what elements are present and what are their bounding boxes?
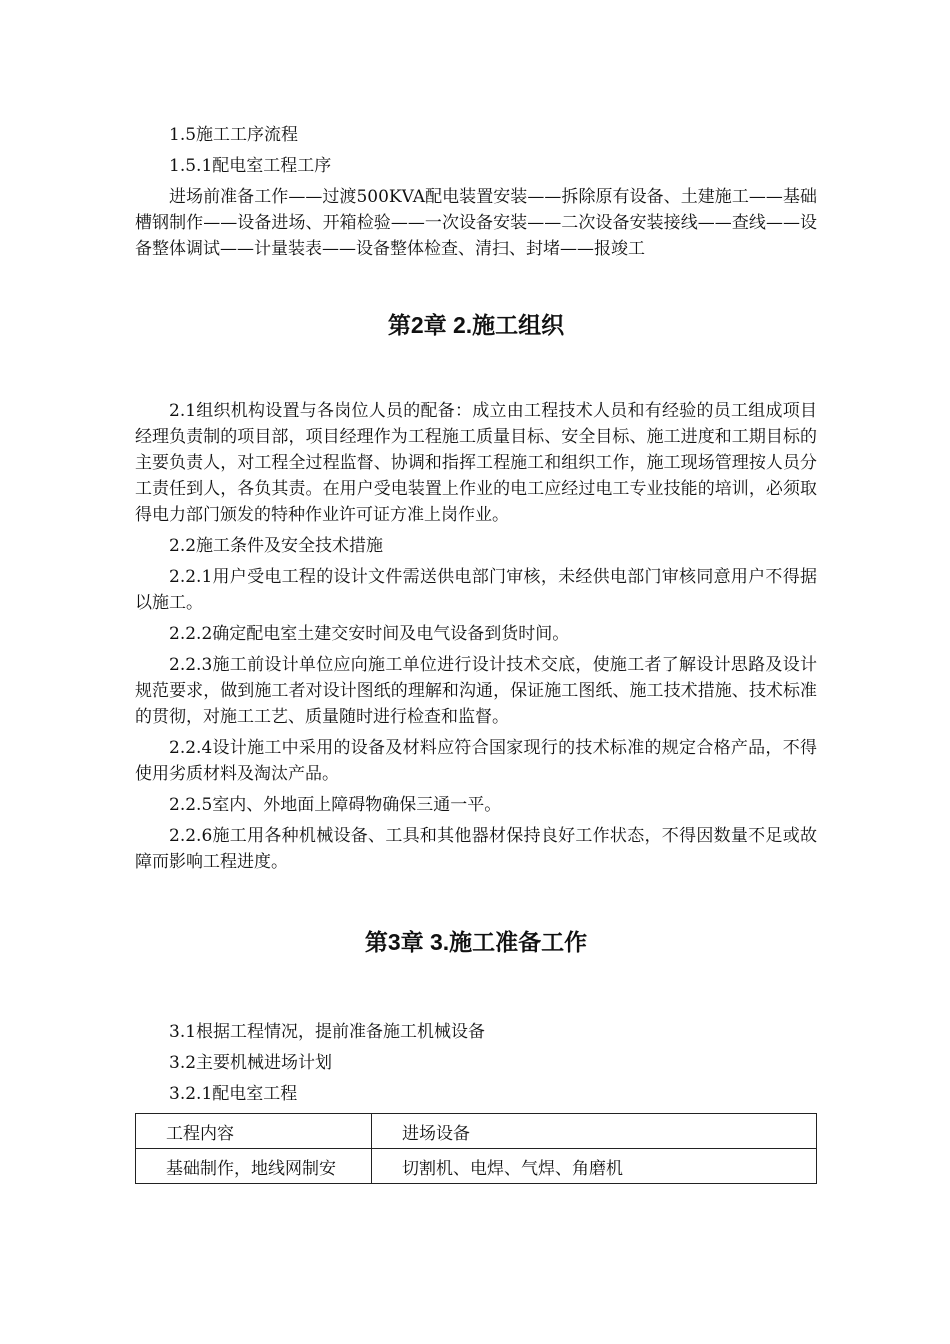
- section-3-2-1: 3.2.1配电室工程: [169, 1084, 298, 1104]
- table-cell: 切割机、电焊、气焊、角磨机: [372, 1149, 817, 1184]
- table-header-cell: 工程内容: [136, 1114, 372, 1149]
- section-2-1: 2.1组织机构设置与各岗位人员的配备：成立由工程技术人员和有经验的员工组成项目经理负责制的项目部，项目经理作为工程施工质量目标、安全目标、施工进度和工期目标的主要负责人，对工程全过程监督、协调和指挥工程施工和组织工作，施工现场管理按人员分工责任到人，各负其责。在用户受电装置上作业的电工应经过电工专业技能的培训，必须取得电力部门颁发的特种作业许可证方准上岗作业。: [135, 401, 817, 525]
- section-1-5-1-title: 1.5.1配电室工程工序: [169, 156, 332, 176]
- section-2-2-3: 2.2.3施工前设计单位应向施工单位进行设计技术交底，使施工者了解设计思路及设计规范要求，做到施工者对设计图纸的理解和沟通，保证施工图纸、施工技术措施、技术标准的贯彻，对施工工艺、质量随时进行检查和监督。: [135, 655, 817, 727]
- chapter-3-heading: 第3章 3.施工准备工作: [364, 929, 588, 955]
- equipment-table: [135, 1113, 817, 1184]
- section-2-2-2: 2.2.2确定配电室土建交安时间及电气设备到货时间。: [169, 624, 570, 644]
- table-header-cell: 进场设备: [372, 1114, 817, 1149]
- section-1-5-1-body: 进场前准备工作——过渡500KVA配电装置安装——拆除原有设备、土建施工——基础槽钢制作——设备进场、开箱检验——一次设备安装——二次设备安装接线——查线——设备整体调试——计量装表——设备整体检查、清扫、封堵——报竣工: [135, 187, 817, 259]
- section-2-2-1: 2.2.1用户受电工程的设计文件需送供电部门审核，未经供电部门审核同意用户不得据以施工。: [135, 567, 817, 613]
- section-2-2-4: 2.2.4设计施工中采用的设备及材料应符合国家现行的技术标准的规定合格产品，不得使用劣质材料及淘汰产品。: [135, 738, 817, 784]
- table-header-row: [136, 1114, 817, 1149]
- table-cell: 基础制作，地线网制安: [136, 1149, 372, 1184]
- section-1-5-title: 1.5施工工序流程: [169, 125, 299, 145]
- table-row: [136, 1149, 817, 1184]
- section-2-2-6: 2.2.6施工用各种机械设备、工具和其他器材保持良好工作状态，不得因数量不足或故障而影响工程进度。: [135, 826, 817, 872]
- section-3-2: 3.2主要机械进场计划: [169, 1053, 333, 1073]
- section-2-2: 2.2施工条件及安全技术措施: [169, 536, 384, 556]
- section-2-2-5: 2.2.5室内、外地面上障碍物确保三通一平。: [169, 795, 502, 815]
- section-3-1: 3.1根据工程情况，提前准备施工机械设备: [169, 1022, 486, 1042]
- document-body: [135, 122, 817, 1184]
- chapter-2-heading: 第2章 2.施工组织: [387, 312, 565, 338]
